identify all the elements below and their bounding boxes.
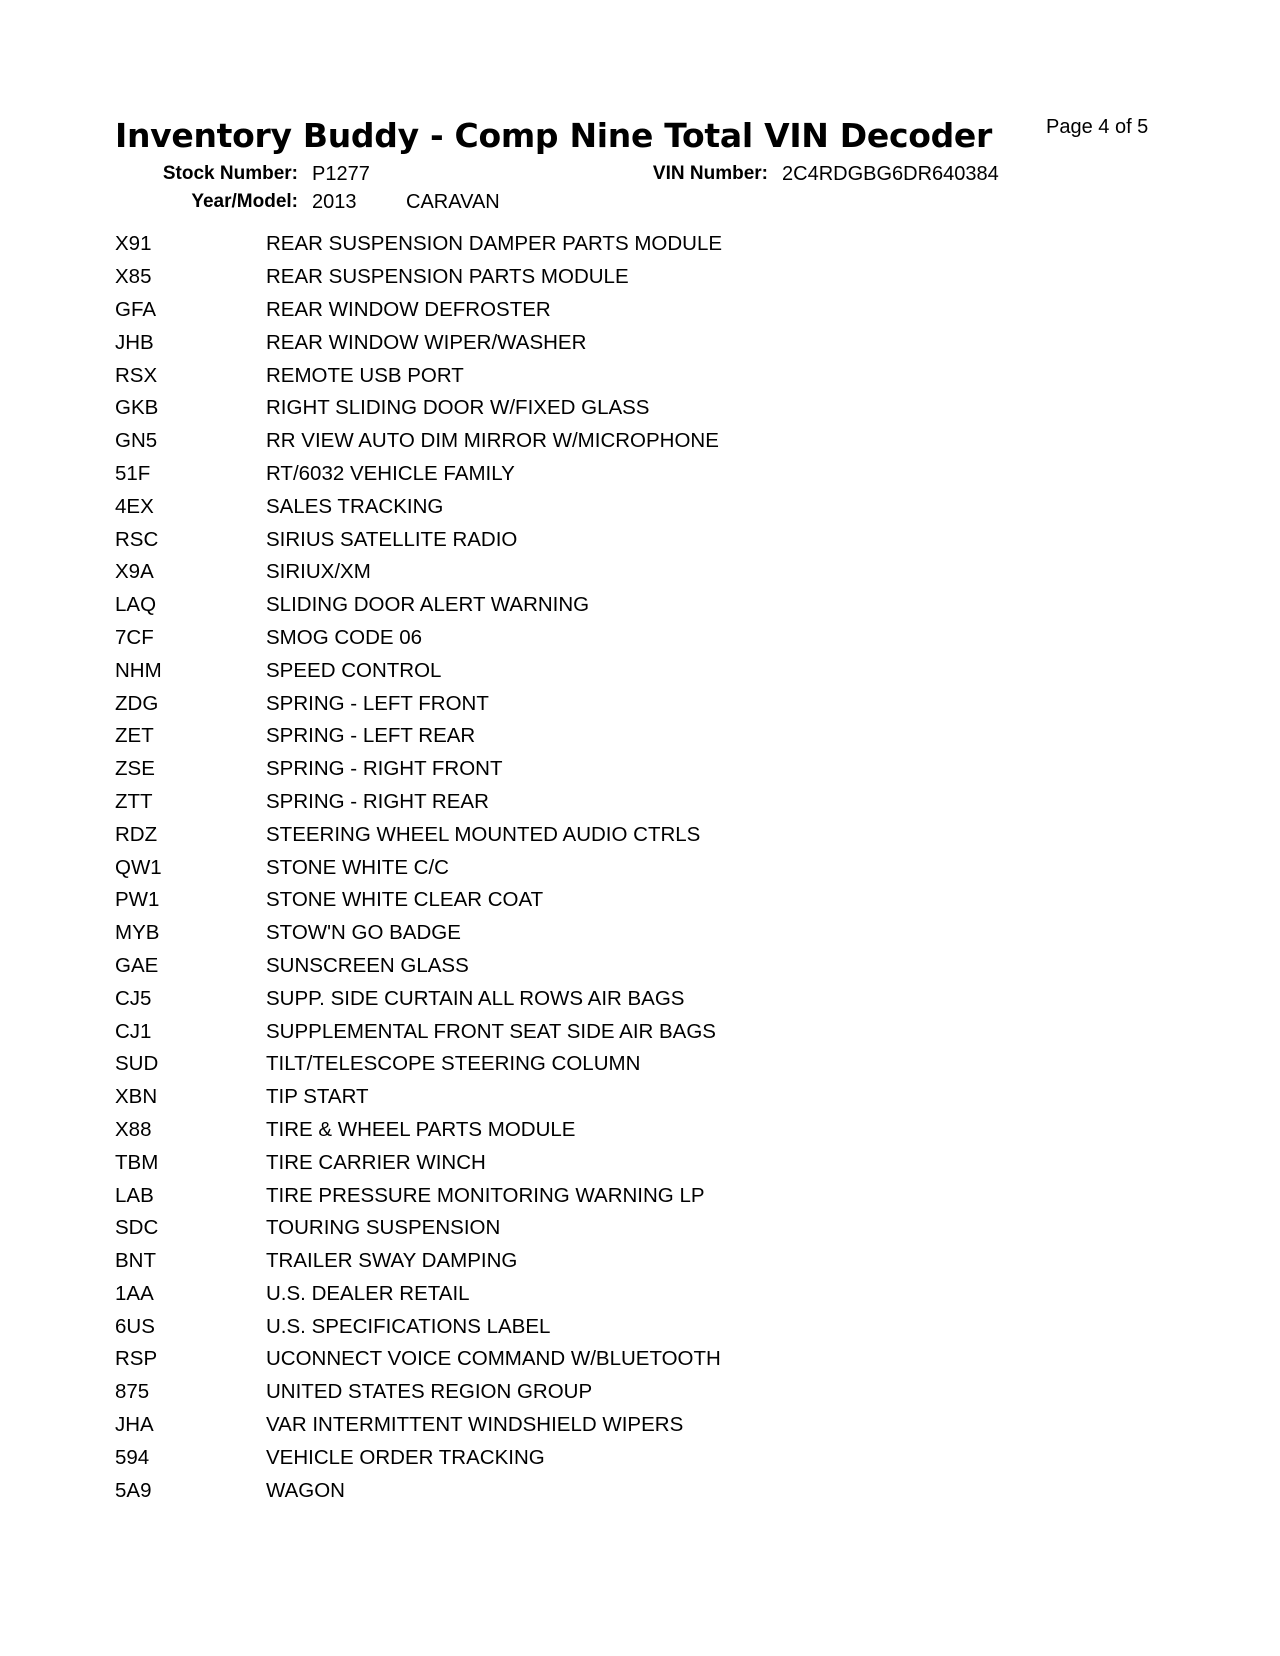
option-code: RSC xyxy=(115,527,159,551)
option-row xyxy=(115,720,722,753)
option-description: REAR SUSPENSION DAMPER PARTS MODULE xyxy=(266,232,723,256)
option-description: SPRING - RIGHT FRONT xyxy=(266,757,503,781)
option-row xyxy=(115,982,722,1015)
option-description: REAR SUSPENSION PARTS MODULE xyxy=(266,265,629,289)
option-code: RDZ xyxy=(115,822,158,846)
option-description: SIRIUS SATELLITE RADIO xyxy=(266,527,518,551)
option-description: RR VIEW AUTO DIM MIRROR W/MICROPHONE xyxy=(266,429,719,453)
option-row xyxy=(115,1146,722,1179)
option-row xyxy=(115,1278,722,1311)
option-code: CJ5 xyxy=(115,986,152,1010)
option-code: X88 xyxy=(115,1117,152,1141)
model-value: CARAVAN xyxy=(406,191,500,213)
option-code: ZSE xyxy=(115,757,155,781)
option-code: BNT xyxy=(115,1249,156,1273)
option-description: U.S. DEALER RETAIL xyxy=(266,1281,470,1305)
option-row xyxy=(115,1081,722,1114)
option-description: U.S. SPECIFICATIONS LABEL xyxy=(266,1314,551,1338)
option-description: TIRE CARRIER WINCH xyxy=(266,1150,486,1174)
option-code: 51F xyxy=(115,461,151,485)
option-row xyxy=(115,523,722,556)
option-code: 5A9 xyxy=(115,1478,152,1502)
option-code: GAE xyxy=(115,953,159,977)
option-code: CJ1 xyxy=(115,1019,152,1043)
option-description: VEHICLE ORDER TRACKING xyxy=(266,1445,545,1469)
option-row xyxy=(115,490,722,523)
option-code: RSX xyxy=(115,363,158,387)
option-row xyxy=(115,1048,722,1081)
option-code: XBN xyxy=(115,1085,158,1109)
option-description: SMOG CODE 06 xyxy=(266,625,423,649)
option-row xyxy=(115,1376,722,1409)
option-row xyxy=(115,1015,722,1048)
option-row xyxy=(115,1310,722,1343)
option-description: TILT/TELESCOPE STEERING COLUMN xyxy=(266,1052,641,1076)
option-code: MYB xyxy=(115,921,160,945)
option-code: PW1 xyxy=(115,888,160,912)
vin-number-value: 2C4RDGBG6DR640384 xyxy=(782,163,999,185)
option-row xyxy=(115,1114,722,1147)
option-row xyxy=(115,425,722,458)
option-row xyxy=(115,261,722,294)
option-row xyxy=(115,687,722,720)
option-code: NHM xyxy=(115,658,162,682)
option-description: SUNSCREEN GLASS xyxy=(266,953,469,977)
option-description: REAR WINDOW WIPER/WASHER xyxy=(266,330,587,354)
page-title: Inventory Buddy - Comp Nine Total VIN Decoder xyxy=(115,116,992,155)
option-description: UNITED STATES REGION GROUP xyxy=(266,1380,593,1404)
option-description: SPRING - RIGHT REAR xyxy=(266,789,489,813)
option-row xyxy=(115,851,722,884)
option-code: GKB xyxy=(115,396,159,420)
option-description: WAGON xyxy=(266,1478,345,1502)
option-code: ZET xyxy=(115,724,154,748)
option-code: 7CF xyxy=(115,625,154,649)
option-code: X91 xyxy=(115,232,152,256)
option-code: ZTT xyxy=(115,789,153,813)
option-description: TOURING SUSPENSION xyxy=(266,1216,501,1240)
option-description: STEERING WHEEL MOUNTED AUDIO CTRLS xyxy=(266,822,701,846)
option-description: SALES TRACKING xyxy=(266,494,444,518)
option-code: RSP xyxy=(115,1347,158,1371)
option-description: TIP START xyxy=(266,1085,369,1109)
option-row xyxy=(115,392,722,425)
option-row xyxy=(115,753,722,786)
option-description: RIGHT SLIDING DOOR W/FIXED GLASS xyxy=(266,396,650,420)
option-code: GN5 xyxy=(115,429,158,453)
vin-number-label: VIN Number: xyxy=(652,163,768,184)
option-description: REAR WINDOW DEFROSTER xyxy=(266,297,551,321)
option-code: LAQ xyxy=(115,593,157,617)
option-description: SPRING - LEFT FRONT xyxy=(266,691,489,715)
option-description: SPEED CONTROL xyxy=(266,658,442,682)
option-code: GFA xyxy=(115,297,157,321)
option-description: STONE WHITE CLEAR COAT xyxy=(266,888,544,912)
option-code: JHB xyxy=(115,330,154,354)
option-row xyxy=(115,1409,722,1442)
option-row xyxy=(115,458,722,491)
option-description: STONE WHITE C/C xyxy=(266,855,449,879)
option-row xyxy=(115,786,722,819)
option-row xyxy=(115,622,722,655)
option-row xyxy=(115,1441,722,1474)
option-code: 875 xyxy=(115,1380,150,1404)
option-row xyxy=(115,326,722,359)
option-description: SPRING - LEFT REAR xyxy=(266,724,476,748)
option-code: X9A xyxy=(115,560,154,584)
year-value: 2013 xyxy=(312,191,357,213)
option-description: VAR INTERMITTENT WINDSHIELD WIPERS xyxy=(266,1413,684,1437)
option-description: TIRE PRESSURE MONITORING WARNING LP xyxy=(266,1183,705,1207)
page-indicator: Page 4 of 5 xyxy=(1046,116,1149,138)
option-description: STOW'N GO BADGE xyxy=(266,921,461,945)
option-description: SLIDING DOOR ALERT WARNING xyxy=(266,593,590,617)
option-description: REMOTE USB PORT xyxy=(266,363,464,387)
stock-number-label: Stock Number: xyxy=(162,163,298,184)
option-description: UCONNECT VOICE COMMAND W/BLUETOOTH xyxy=(266,1347,721,1371)
option-code: ZDG xyxy=(115,691,159,715)
option-code: 4EX xyxy=(115,494,154,518)
option-code: 6US xyxy=(115,1314,155,1338)
option-code: SDC xyxy=(115,1216,159,1240)
option-code: QW1 xyxy=(115,855,162,879)
year-model-label: Year/Model: xyxy=(191,191,298,212)
option-row xyxy=(115,917,722,950)
option-row xyxy=(115,654,722,687)
option-row xyxy=(115,818,722,851)
option-row xyxy=(115,1474,722,1507)
option-code: 1AA xyxy=(115,1281,154,1305)
option-code-list xyxy=(115,228,722,1507)
option-description: SUPP. SIDE CURTAIN ALL ROWS AIR BAGS xyxy=(266,986,685,1010)
option-code: LAB xyxy=(115,1183,154,1207)
option-row xyxy=(115,884,722,917)
option-row xyxy=(115,1212,722,1245)
option-row xyxy=(115,359,722,392)
option-code: 594 xyxy=(115,1445,150,1469)
option-row xyxy=(115,556,722,589)
option-code: SUD xyxy=(115,1052,159,1076)
option-row xyxy=(115,228,722,261)
option-description: SIRIUX/XM xyxy=(266,560,371,584)
option-description: SUPPLEMENTAL FRONT SEAT SIDE AIR BAGS xyxy=(266,1019,716,1043)
option-row xyxy=(115,589,722,622)
option-code: TBM xyxy=(115,1150,159,1174)
option-description: RT/6032 VEHICLE FAMILY xyxy=(266,461,515,485)
option-code: X85 xyxy=(115,265,152,289)
option-description: TIRE & WHEEL PARTS MODULE xyxy=(266,1117,576,1141)
option-description: TRAILER SWAY DAMPING xyxy=(266,1249,518,1273)
stock-number-value: P1277 xyxy=(312,163,370,185)
option-row xyxy=(115,1179,722,1212)
option-row xyxy=(115,294,722,327)
option-row xyxy=(115,1245,722,1278)
option-row xyxy=(115,1343,722,1376)
option-row xyxy=(115,950,722,983)
option-code: JHA xyxy=(115,1413,154,1437)
